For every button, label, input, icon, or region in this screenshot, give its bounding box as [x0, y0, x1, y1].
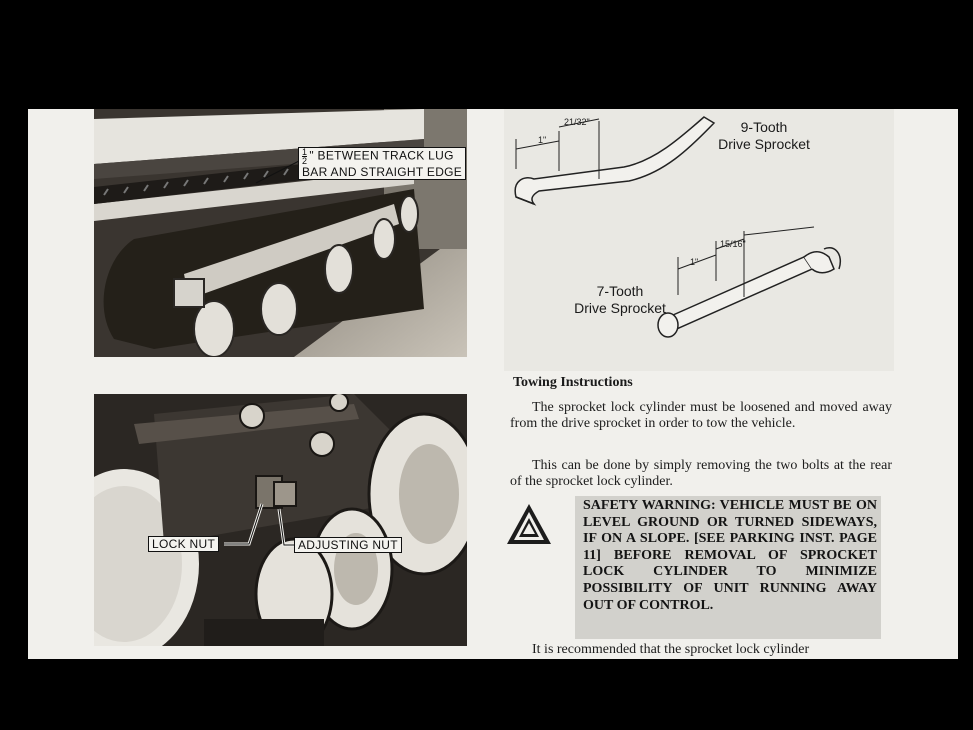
seven-tooth-dim-b: 15/16" [720, 239, 746, 249]
nine-tooth-label: 9-Tooth Drive Sprocket [718, 119, 810, 152]
seven-tooth-bar-drawing [658, 248, 840, 337]
adjusting-nut-photo [94, 394, 467, 646]
safety-warning-text: SAFETY WARNING: VEHICLE MUST BE ON LEVEL GROUND OR TURNED SIDEWAYS, IF ON A SLOPE. [SEE PARKING INST. PAGE 11] BEFORE REMOVAL OF SPROCKET LOCK CYLINDER TO MINIMIZE POSSIBILITY OF UNIT RUNNING AWAY OUT OF CONTROL. [583, 498, 877, 613]
nine-tooth-dim-b: 21/32" [564, 117, 590, 127]
adjusting-nut-label: ADJUSTING NUT [294, 537, 402, 553]
towing-paragraph-3: It is recommended that the sprocket lock cylinder [532, 642, 810, 657]
callout-fraction: $\frac{1}{2}$ [302, 147, 308, 166]
warning-triangle-icon [505, 502, 553, 546]
nine-tooth-bar-drawing [515, 117, 714, 204]
callout-line-1: BETWEEN TRACK LUG [317, 148, 454, 163]
track-photo [94, 109, 467, 357]
seven-tooth-label: 7-Tooth Drive Sprocket [574, 283, 666, 316]
safety-warning-box [575, 496, 881, 639]
lock-nut-label: LOCK NUT [148, 536, 219, 552]
towing-paragraph-1: The sprocket lock cylinder must be loosened and moved away from the drive sprocket in order to tow the vehicle. [510, 400, 892, 431]
sprocket-diagram-area [504, 109, 894, 371]
callout-line-2: BAR AND STRAIGHT EDGE [302, 165, 463, 179]
seven-tooth-dim-a: 1" [690, 257, 699, 267]
towing-title: Towing Instructions [513, 375, 633, 390]
towing-paragraph-2: This can be done by simply removing the two bolts at the rear of the sprocket lock cylinder. [510, 458, 892, 489]
nine-tooth-dim-a: 1" [538, 135, 547, 145]
manual-page [28, 109, 958, 659]
track-gap-callout: $\frac{1}{2}$ " BETWEEN TRACK LUG BAR AND STRAIGHT EDGE [298, 147, 466, 180]
